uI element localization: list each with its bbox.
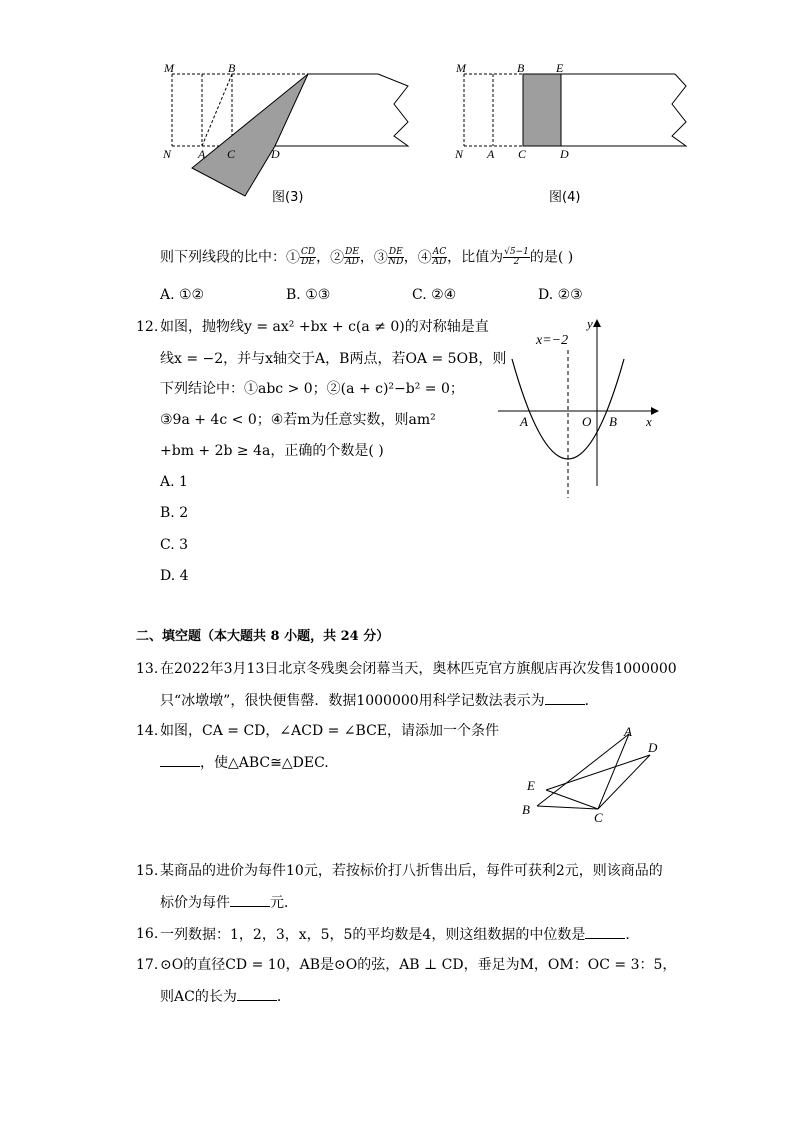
label-A: A [198,147,206,161]
q16-line: 一列数据：1，2，3，x，5，5的平均数是4，则这组数据的中位数是 ． [160,927,640,943]
label-B: B [517,61,525,75]
q12-option-c[interactable]: C. 3 [160,537,189,553]
ratio-4: ④ $\frac{AC}{AD}$ [417,247,447,267]
origin-label: O [582,414,592,429]
paper-strip [561,74,686,146]
q12-number: 12. [136,319,159,335]
q15-number: 15. [136,863,159,879]
label-D: D [648,740,658,755]
label-N: N [163,147,172,161]
q13-number: 13. [136,661,159,677]
q15-line-2: 标价为每件 元． [160,895,298,911]
q17-line-1: ⊙O的直径CD = 10，AB是⊙O的弦，AB ⊥ CD，垂足为M，OM：OC = 3：5， [160,957,677,973]
q16-answer-blank[interactable] [585,925,625,939]
label-A: A [624,724,632,739]
shaded-fold [192,74,308,196]
q12-line-1: 如图，抛物线y = ax² +bx + c(a ≠ 0)的对称轴是直 [160,319,489,335]
figure-4-caption: 图(4) [549,190,581,205]
label-B: B [228,61,236,75]
q15-line-1: 某商品的进价为每件10元，若按标价打八折售出后，每件可获利2元，则该商品的 [160,863,663,879]
label-M: M [456,61,466,75]
axis-label-eq: x=−2 [536,333,569,348]
label-E: E [556,61,564,75]
y-label: y [587,316,593,331]
figure-3 [150,56,420,206]
q14-number: 14. [136,723,159,739]
label-B: B [522,802,530,817]
figure-3-caption: 图(3) [272,190,304,205]
q12-option-b[interactable]: B. 2 [160,505,189,521]
section-2-title: 二、填空题（本大题共 8 小题，共 24 分） [136,629,390,644]
x-label: x [646,414,652,429]
q12-line-5: +bm + 2b ≥ 4a，正确的个数是( ) [160,443,384,459]
q13-line-1: 在2022年3月13日北京冬残奥会闭幕当天，奥林匹克官方旗舰店再次发售1000000 [160,661,677,677]
q16-number: 16. [136,926,159,942]
point-a-label: A [520,414,528,429]
ratio-1: ① $\frac{CD}{DE}$ [286,247,316,267]
q12-option-d[interactable]: D. 4 [160,568,189,584]
q11-option-b[interactable]: B. ①③ [286,287,331,303]
q11-option-a[interactable]: A. ①② [160,287,205,303]
label-D: D [560,147,569,161]
ratio-2: ② $\frac{DE}{AD}$ [330,247,359,267]
ratio-3: ③ $\frac{DE}{ND}$ [373,247,404,267]
figure-4 [450,56,700,176]
q11-stem-prefix: 则下列线段的比中： [160,249,286,266]
q15-answer-blank[interactable] [230,893,270,907]
q12-option-a[interactable]: A. 1 [160,474,188,490]
label-E: E [527,778,535,793]
label-C: C [518,147,527,161]
shaded-rect [523,74,561,146]
value-fraction: $\frac{√5-1}{2}$ [504,247,529,267]
q11-stem: 则下列线段的比中：① $\frac{CD}{DE}$ ，② $\frac{DE}{AD}$ ，③ $\frac{DE}{ND}$ ，④ $\frac{AC}{AD}$ ，比值为 $\frac{√5-1}{2}$ 的是( ) [160,247,574,267]
q17-line-2: 则AC的长为 ． [160,989,291,1005]
label-C: C [227,147,236,161]
triangle-figure [516,722,666,826]
q14-answer-blank[interactable] [160,753,200,767]
q13-line-2: 只“冰墩墩”，很快便售罄．数据1000000用科学记数法表示为 ． [160,693,599,709]
q17-answer-blank[interactable] [237,987,277,1001]
label-A: A [487,147,495,161]
q12-line-3: 下列结论中：①abc > 0；②(a + c)²−b² = 0； [160,381,464,397]
q12-line-2: 线x = −2，并与x轴交于A，B两点，若OA = 5OB，则 [160,351,507,367]
point-b-label: B [609,414,617,429]
label-N: N [455,147,464,161]
parabola-graph [494,314,670,504]
label-D: D [271,147,280,161]
q11-option-d[interactable]: D. ②③ [538,287,583,303]
q14-line-1: 如图，CA = CD，∠ACD = ∠BCE，请添加一个条件 [160,723,500,739]
q17-number: 17. [136,957,159,973]
label-M: M [164,61,174,75]
label-C: C [594,810,603,825]
q13-answer-blank[interactable] [545,691,585,705]
q11-option-c[interactable]: C. ②④ [412,287,457,303]
q12-line-4: ③9a + 4c < 0；④若m为任意实数，则am² [160,412,436,428]
q14-line-2: ，使△ABC≅△DEC. [160,753,329,772]
dashed-guides [464,74,523,146]
